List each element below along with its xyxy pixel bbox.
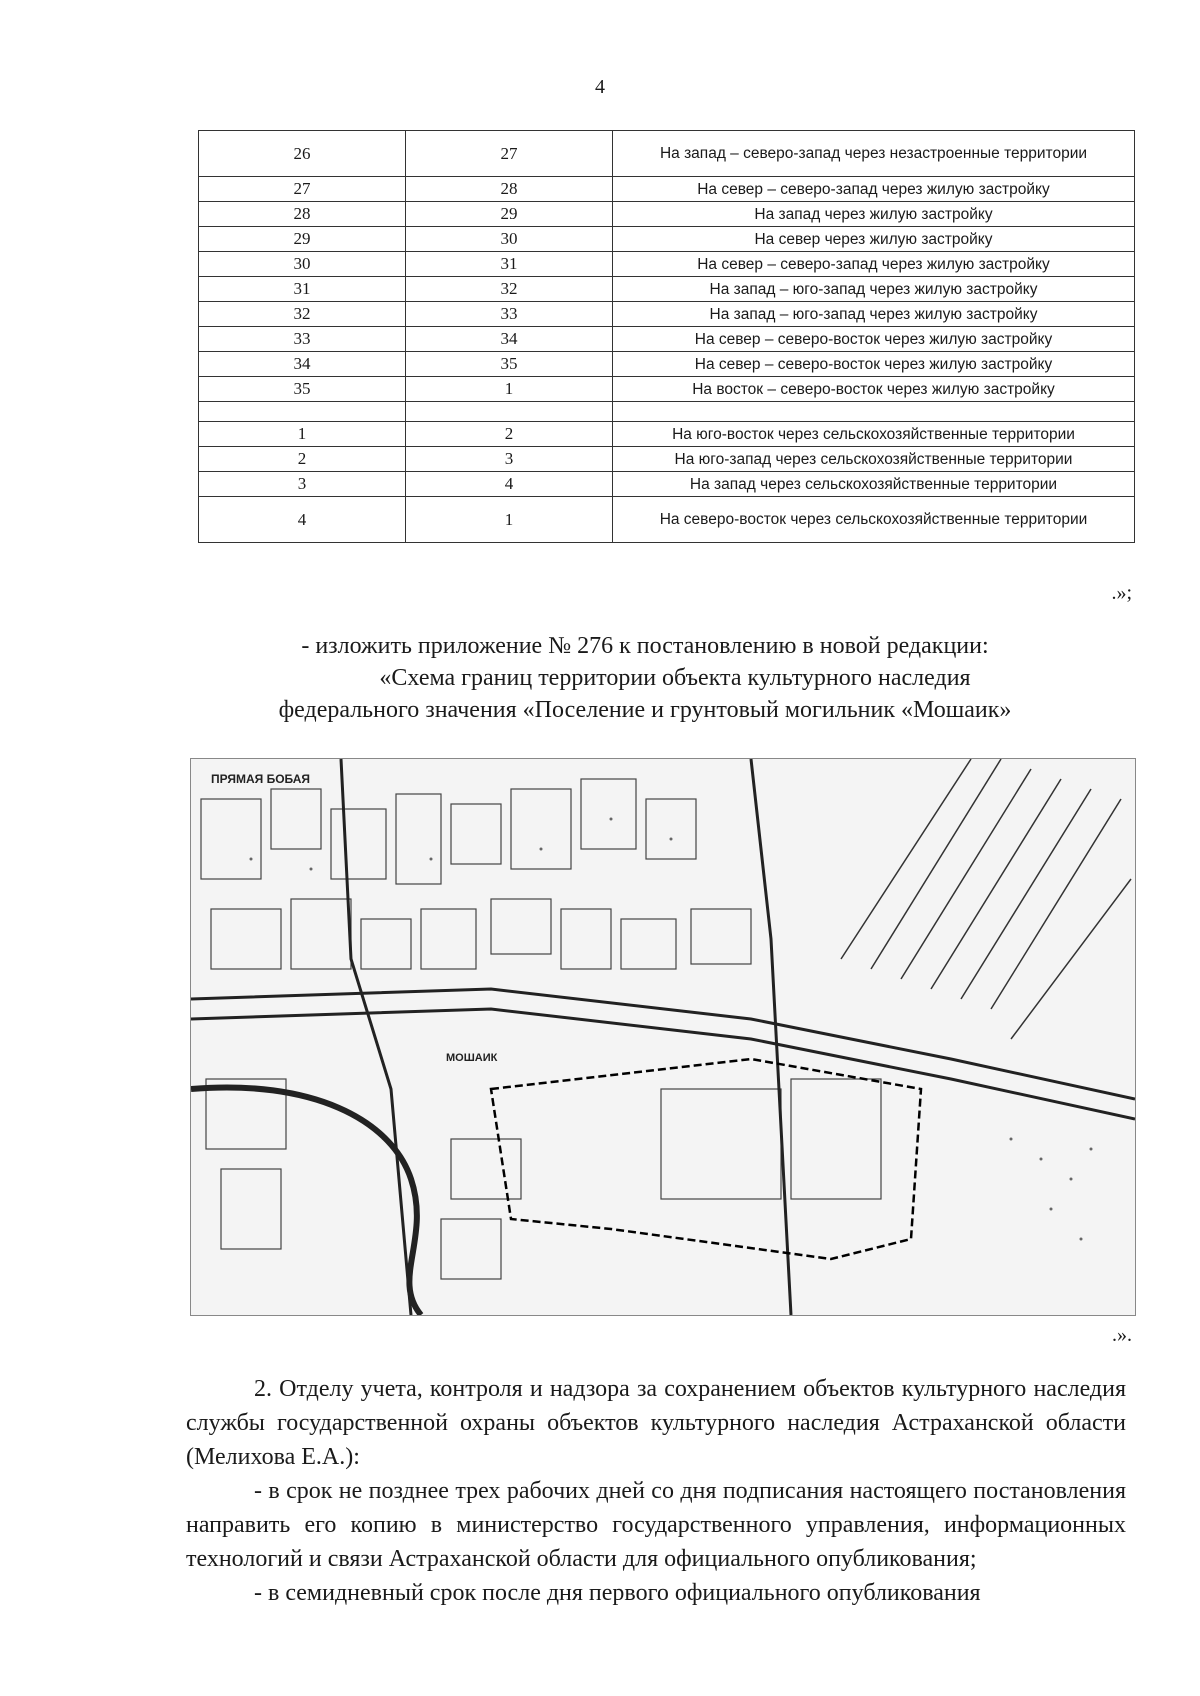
cell-direction: На север – северо-восток через жилую застройку — [613, 352, 1135, 377]
table-row — [199, 202, 1135, 227]
cell-point-from: 34 — [199, 352, 406, 377]
boundary-scheme-map — [190, 758, 1136, 1316]
cell-direction: На север – северо-восток через жилую застройку — [613, 327, 1135, 352]
cell-point-to: 3 — [406, 447, 613, 472]
cell-point-to: 31 — [406, 252, 613, 277]
cell-point-from: 26 — [199, 131, 406, 177]
heading-line-1: - изложить приложение № 276 к постановлению в новой редакции: — [301, 633, 989, 659]
table-row — [199, 447, 1135, 472]
cell-point-to: 35 — [406, 352, 613, 377]
cell-point-from: 27 — [199, 177, 406, 202]
cell-direction: На запад – юго-запад через жилую застройку — [613, 302, 1135, 327]
table-row — [199, 302, 1135, 327]
cell-direction: На запад – северо-запад через незастроенные территории — [613, 131, 1135, 177]
cell-direction: На север – северо-запад через жилую застройку — [613, 177, 1135, 202]
cell-point-to: 30 — [406, 227, 613, 252]
cell-point-to: 28 — [406, 177, 613, 202]
table-row — [199, 327, 1135, 352]
cell-direction: На запад – юго-запад через жилую застройку — [613, 277, 1135, 302]
cell-point-to — [406, 402, 613, 422]
table-row — [199, 377, 1135, 402]
cell-point-from: 31 — [199, 277, 406, 302]
table-row — [199, 177, 1135, 202]
table-row — [199, 131, 1135, 177]
cell-point-from: 32 — [199, 302, 406, 327]
cell-point-from: 3 — [199, 472, 406, 497]
map-field-lines — [841, 759, 1131, 1039]
table-row — [199, 277, 1135, 302]
cell-point-to: 1 — [406, 497, 613, 543]
table-closing-quote: .»; — [1111, 582, 1132, 604]
cell-direction: На север – северо-запад через жилую застройку — [613, 252, 1135, 277]
paragraph-2: 2. Отделу учета, контроля и надзора за сохранением объектов культурного наследия службы государственной охраны объектов культурного наследия Астраханской области (Мелихова Е.А.): — [186, 1376, 1126, 1470]
table-row — [199, 472, 1135, 497]
cell-direction: На юго-восток через сельскохозяйственные территории — [613, 422, 1135, 447]
table-row — [199, 497, 1135, 543]
cell-point-to: 4 — [406, 472, 613, 497]
cell-point-from — [199, 402, 406, 422]
cell-point-from: 1 — [199, 422, 406, 447]
cell-point-to: 34 — [406, 327, 613, 352]
amendment-heading — [190, 630, 1100, 726]
cell-direction: На запад через жилую застройку — [613, 202, 1135, 227]
boundary-table — [198, 130, 1135, 543]
cell-point-to: 32 — [406, 277, 613, 302]
cell-direction: На юго-запад через сельскохозяйственные территории — [613, 447, 1135, 472]
table-row — [199, 252, 1135, 277]
body-text — [186, 1372, 1126, 1610]
cell-point-from: 4 — [199, 497, 406, 543]
map-river — [191, 1087, 421, 1315]
cell-direction: На север через жилую застройку — [613, 227, 1135, 252]
table-row — [199, 402, 1135, 422]
map-drawing — [191, 759, 1135, 1315]
cell-point-to: 29 — [406, 202, 613, 227]
cell-point-from: 35 — [199, 377, 406, 402]
cell-point-to: 33 — [406, 302, 613, 327]
cell-point-from: 33 — [199, 327, 406, 352]
cell-point-to: 27 — [406, 131, 613, 177]
cell-direction — [613, 402, 1135, 422]
page-number: 4 — [595, 76, 605, 98]
cell-direction: На северо-восток через сельскохозяйственные территории — [613, 497, 1135, 543]
map-closing-quote: .». — [1112, 1324, 1132, 1346]
heading-line-3: федерального значения «Поселение и грунтовый могильник «Мошаик» — [278, 697, 1012, 723]
map-label-0: ПРЯМАЯ БОБАЯ — [211, 772, 310, 786]
table-row — [199, 352, 1135, 377]
cell-direction: На запад через сельскохозяйственные территории — [613, 472, 1135, 497]
map-blocks — [201, 779, 881, 1279]
cell-point-to: 2 — [406, 422, 613, 447]
cell-point-from: 29 — [199, 227, 406, 252]
map-roads — [191, 759, 1135, 1315]
cell-direction: На восток – северо-восток через жилую застройку — [613, 377, 1135, 402]
table-row — [199, 227, 1135, 252]
table-row — [199, 422, 1135, 447]
cell-point-from: 28 — [199, 202, 406, 227]
cell-point-to: 1 — [406, 377, 613, 402]
cell-point-from: 30 — [199, 252, 406, 277]
map-label-1: МОШАИК — [446, 1052, 498, 1064]
paragraph-publication: - в срок не позднее трех рабочих дней со дня подписания настоящего постановления направить его копию в министерство государственного управления, информационных технологий и связи Астраханской области для официального опубликования; — [186, 1478, 1126, 1572]
paragraph-seven-day: - в семидневный срок после дня первого официального опубликования — [254, 1580, 981, 1606]
cell-point-from: 2 — [199, 447, 406, 472]
heading-line-2: «Схема границ территории объекта культурного наследия — [379, 665, 971, 691]
